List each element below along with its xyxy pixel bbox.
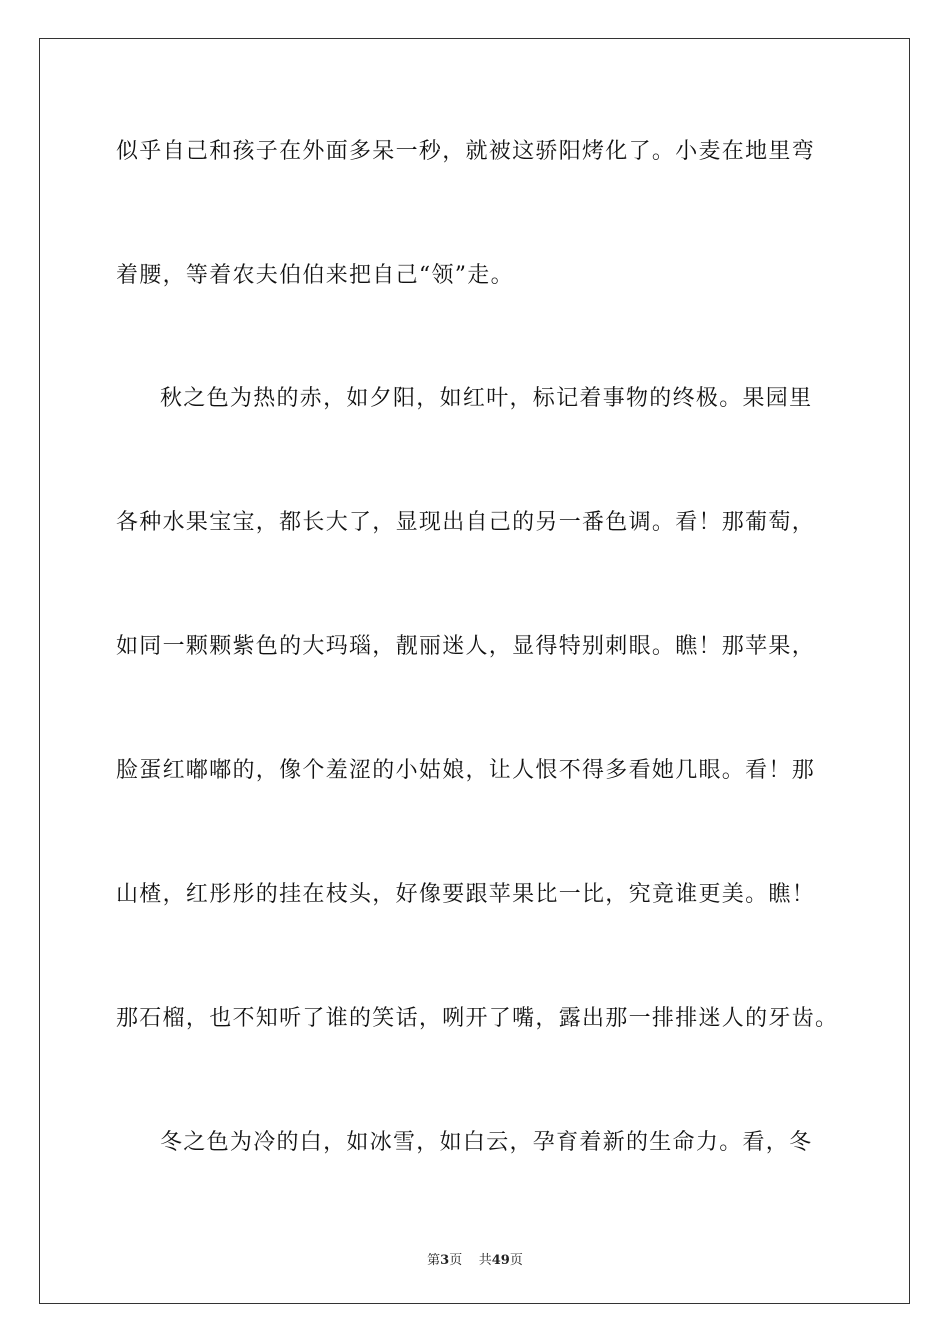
page-number: 3: [440, 1253, 450, 1268]
text-line-4: 各种水果宝宝，都长大了，显现出自己的另一番色调。看！那葡萄，: [116, 510, 816, 535]
text-line-9: 冬之色为冷的白，如冰雪，如白云，孕育着新的生命力。看，冬: [160, 1130, 813, 1155]
page-prefix: 第: [427, 1253, 441, 1268]
text-line-1: 似乎自己和孩子在外面多呆一秒，就被这骄阳烤化了。小麦在地里弯: [116, 139, 816, 164]
page-border: [39, 38, 910, 1304]
text-line-3: 秋之色为热的赤，如夕阳，如红叶，标记着事物的终极。果园里: [160, 386, 813, 411]
page-suffix: 页: [449, 1253, 463, 1268]
text-line-2: 着腰，等着农夫伯伯来把自己“领”走。: [116, 263, 514, 288]
total-pages: 49: [491, 1253, 510, 1268]
page-footer: [0, 1249, 950, 1268]
text-line-7: 山楂，红彤彤的挂在枝头，好像要跟苹果比一比，究竟谁更美。瞧！: [116, 882, 816, 907]
text-line-5: 如同一颗颗紫色的大玛瑙，靓丽迷人，显得特别刺眼。瞧！那苹果，: [116, 634, 816, 659]
total-suffix: 页: [509, 1253, 523, 1268]
total-prefix: 共: [478, 1253, 492, 1268]
text-line-8: 那石榴，也不知听了谁的笑话，咧开了嘴，露出那一排排迷人的牙齿。: [116, 1006, 839, 1031]
text-line-6: 脸蛋红嘟嘟的，像个羞涩的小姑娘，让人恨不得多看她几眼。看！那: [116, 758, 816, 783]
